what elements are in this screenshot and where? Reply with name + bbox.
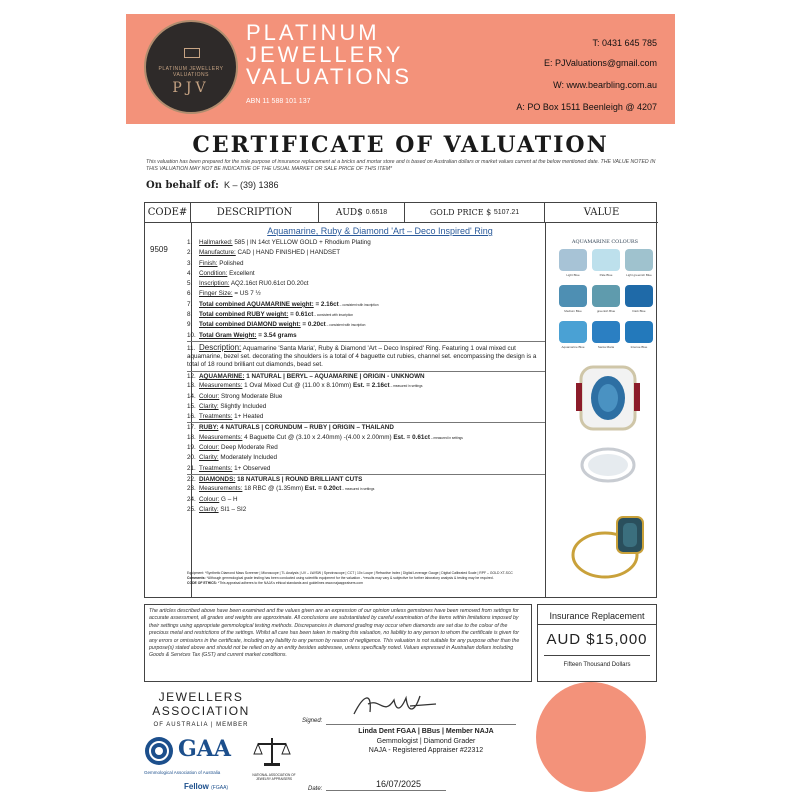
insurance-label: Insurance Replacement	[538, 611, 656, 625]
detail-row	[187, 505, 545, 515]
header-code: CODE#	[145, 203, 191, 223]
row-label	[199, 249, 236, 256]
row-label-text: Total Gram Weight:	[199, 331, 257, 339]
description-label: Description:	[199, 342, 242, 352]
swatch-title: AQUAMARINE COLOURS	[571, 239, 639, 245]
row-number: 13.	[187, 382, 196, 390]
row-value: 585 | IN 14ct YELLOW GOLD + Rhodium Plating	[232, 239, 371, 246]
row-label-text: Measurements:	[199, 485, 243, 493]
behalf-label: On behalf of:	[146, 180, 219, 191]
logo-tagline: PLATINUM JEWELLERY VALUATIONS	[158, 66, 224, 78]
detail-row	[187, 371, 545, 381]
row-label	[199, 485, 242, 492]
row-value: Polished	[217, 259, 244, 267]
row-label-text: Finish:	[199, 259, 218, 267]
row-label	[199, 476, 235, 483]
detail-row	[187, 422, 545, 432]
fellow-label: Fellow	[184, 782, 209, 791]
swatch-label: Aquamarine Blue	[561, 345, 585, 349]
aquamarine-swatch	[592, 249, 620, 271]
ring-side-view-image	[565, 507, 655, 587]
aquamarine-swatch	[625, 285, 653, 307]
comments-text: *Although gemmological grade testing has been conducted using scientific equipment for the valuation - *results may vary & subjective for further laboratory analysis & testing may be required.	[205, 576, 494, 580]
valuation-date: 16/07/2025	[376, 779, 422, 789]
signer-name: Linda Dent FGAA | BBus | Member NAJA	[358, 728, 494, 735]
ja-line-2: ASSOCIATION	[152, 704, 250, 718]
aquamarine-swatch	[559, 321, 587, 343]
row-number: 20.	[187, 454, 196, 462]
row-number: 15.	[187, 402, 196, 410]
row-number: 11.	[187, 344, 196, 352]
valuation-table	[144, 202, 657, 598]
detail-row	[187, 259, 545, 269]
row-value: 1 Oval Mixed Cut @ (11.00 x 8.10mm)	[242, 382, 353, 390]
row-number: 22.	[187, 475, 196, 483]
row-number: 16.	[187, 413, 196, 421]
row-label-text: DIAMONDS:	[199, 475, 236, 483]
row-label	[199, 403, 219, 410]
row-label	[199, 311, 288, 318]
detail-row	[187, 443, 545, 453]
contact-email[interactable]: E: PJValuations@gmail.com	[543, 58, 657, 68]
row-label-text: Hallmarked:	[199, 239, 233, 246]
row-number: 12.	[187, 372, 196, 380]
gaa-subtitle: Gemmological Association of Australia	[144, 770, 221, 775]
row-label-text: Finger Size:	[199, 290, 233, 298]
row-number: 3.	[187, 259, 193, 267]
jewellers-association-logo	[146, 690, 256, 732]
diamond-icon	[184, 48, 200, 58]
row-label	[199, 321, 301, 328]
row-number: 25.	[187, 505, 196, 513]
row-number: 19.	[187, 444, 196, 452]
row-label	[199, 382, 242, 389]
gaa-text: GAA	[178, 736, 231, 762]
row-value: Moderately Included	[218, 454, 278, 462]
signer-role-1: Gemmologist | Diamond Grader	[376, 738, 476, 745]
row-label-text: RUBY:	[199, 424, 219, 432]
row-number: 4.	[187, 269, 193, 277]
row-value: 1+ Observed	[232, 464, 271, 472]
ethics-text: *This appraisal adheres to the NAJA's ethical standards and guidelines www.najaappraisers.com	[216, 581, 363, 585]
row-value: 18 NATURALS | ROUND BRILLIANT CUTS	[235, 475, 363, 483]
row-number: 7.	[187, 300, 193, 308]
row-label-text: Clarity:	[199, 505, 219, 513]
row-number: 8.	[187, 311, 193, 319]
company-logo	[144, 20, 238, 114]
row-number: 24.	[187, 495, 196, 503]
certificate-page	[126, 14, 675, 792]
aquamarine-swatch	[592, 321, 620, 343]
row-note: – measured in settings	[429, 435, 463, 440]
gaa-fellow	[184, 782, 228, 791]
aquamarine-swatch	[625, 249, 653, 271]
row-label	[199, 239, 233, 246]
detail-row	[187, 453, 545, 463]
ethics-note	[187, 581, 545, 586]
comments-label: Comments:	[187, 576, 206, 580]
row-value: 1+ Heated	[232, 413, 264, 421]
signature-line	[326, 724, 516, 725]
row-number: 17.	[187, 424, 196, 432]
row-label	[199, 290, 233, 297]
row-label	[199, 332, 257, 339]
row-number: 1.	[187, 239, 193, 246]
detail-row	[187, 269, 545, 279]
row-label	[199, 465, 232, 472]
intro-statement: This valuation has been prepared for the sole purpose of insurance replacement at a bricks and mortar store and is based on Australian dollars or market values current at the below mentioned date. THE VALUE NOTED IN THIS VALUATION MAY NOT BE INDICATIVE OF THE USUAL MARKET OR SALE PRICE OF THIS ITEM*	[146, 159, 656, 172]
row-label-text: AQUAMARINE:	[199, 372, 245, 380]
swatch-label: Intense Blue	[630, 345, 648, 349]
signed-label: Signed:	[302, 718, 323, 724]
brand-line-3: VALUATIONS	[246, 64, 413, 89]
row-label	[199, 424, 218, 431]
row-value: 4 Baguette Cut @ (3.10 x 2.40mm) -(4.00 x 2.00mm)	[242, 433, 394, 441]
header-gold-price	[405, 203, 545, 223]
row-value: = 2.16ct	[313, 300, 339, 308]
row-number: 10.	[187, 331, 196, 339]
abn-number: ABN 11 588 101 137	[246, 98, 311, 105]
brand-line-2: JEWELLERY	[246, 42, 404, 67]
row-value: Deep Moderate Red	[219, 444, 278, 452]
scales-icon	[252, 734, 292, 768]
aquamarine-swatch	[625, 321, 653, 343]
description-row	[187, 341, 545, 371]
embossed-seal	[536, 682, 646, 792]
row-value: Slightly Included	[218, 402, 267, 410]
swatch-label: Pale Blue	[599, 273, 613, 277]
certificate-title: CERTIFICATE OF VALUATION	[192, 132, 609, 158]
detail-row	[187, 402, 545, 412]
aquamarine-swatch	[559, 249, 587, 271]
detail-row	[187, 248, 545, 258]
row-label	[199, 413, 232, 420]
row-value: SI1 – SI2	[218, 505, 247, 513]
row-note: – consistent with inscription	[325, 323, 366, 328]
naja-text: NATIONAL ASSOCIATION OF JEWELRY APPRAISERS	[252, 773, 296, 781]
row-estimate: Est. = 2.16ct	[352, 382, 390, 390]
row-label-text: Colour:	[199, 444, 220, 452]
row-number: 21.	[187, 464, 196, 472]
detail-row	[187, 300, 545, 310]
swatch-label: Light greenish Blue	[626, 273, 652, 277]
row-note: – measured in settings	[341, 487, 375, 492]
detail-row	[187, 412, 545, 422]
header-aud	[319, 203, 405, 223]
detail-row	[187, 495, 545, 505]
row-label-text: Manufacture:	[199, 249, 236, 257]
gold-value: 5107.21	[493, 209, 520, 216]
row-label	[199, 444, 219, 451]
row-label-text: Condition:	[199, 269, 228, 277]
row-estimate: Est. = 0.20ct	[304, 485, 342, 493]
swatch-label: Santa Maria	[597, 345, 615, 349]
handwritten-signature	[350, 690, 440, 720]
row-note: – consistent with inscription	[313, 313, 354, 318]
row-label-text: Inscription:	[199, 280, 230, 288]
row-value: = US 7 ½	[232, 290, 261, 298]
equipment-note: Equipment: *Synthetic Diamond Mass Screener | Microscope | TL Analysis | UV – LW/SW | Spectroscope | CCT | 10x Loupe | Refractive Index | Digital Leverage Gauge | Digital Calibrated Scale | RPF – GOLD XT-SCC	[187, 571, 513, 575]
detail-row	[187, 289, 545, 299]
ja-line-3: OF AUSTRALIA | MEMBER	[153, 722, 249, 728]
date-line	[326, 790, 446, 791]
row-number: 2.	[187, 249, 193, 257]
aquamarine-swatch	[592, 285, 620, 307]
row-label	[199, 280, 229, 287]
row-value: = 3.54 grams	[256, 331, 297, 339]
row-number: 14.	[187, 392, 196, 400]
swatch-label: Dark Blue	[632, 309, 646, 313]
contact-address: A: PO Box 1511 Beenleigh @ 4207	[516, 102, 657, 112]
detail-row	[187, 484, 545, 494]
row-value: 4 NATURALS | CORUNDUM – RUBY | ORIGIN – THAILAND	[218, 424, 394, 432]
description-text: Aquamarine 'Santa Maria', Ruby & Diamond 'Art – Deco Inspired' Ring. Featuring 1 oval mixed cut aquamarine, bezel set. decorating the shoulders is a total of 4 baguette cut rubies, channel set. encompassing the design is a total of 18 round brilliant cut diamonds, bead set.	[187, 344, 537, 368]
row-label-text: Treatments:	[199, 464, 233, 472]
aquamarine-swatch	[559, 285, 587, 307]
row-label	[199, 260, 218, 267]
row-label	[199, 506, 219, 513]
swatch-label: greenish Blue	[596, 309, 616, 313]
disclaimer-text: The articles described above have been examined and the values given are an expression of our opinion unless gemstones have been removed from settings for accurate assessment, all grades and weights are approximate. All conclusions are substantiated by careful examination of the items within limitations imposed by their settings using appropriate gemmological testing methods. Discrepancies in diamond grading may occur when diamonds are set due to the colour of the precious metal and restrictions of the settings. Whilst all care has been taken in making this valuation, no liability to any person to whom the certificate is given for any errors or omissions in the certificate, including any liability to any person by reason of negligence. This valuation is not suitable for any purpose other than the purpose(s) stated above and should not be relied on by an entity besides addressee, unless specifically noted. Values expressed in Australian dollars including Goods & Services Tax (GST) and current market conditions.	[144, 604, 532, 682]
row-number: 23.	[187, 485, 196, 493]
naja-logo	[252, 734, 296, 781]
footnotes	[187, 571, 545, 586]
fellow-sub: (FGAA)	[211, 785, 229, 791]
row-value: = 0.61ct	[288, 311, 314, 319]
contact-website[interactable]: W: www.bearbling.com.au	[553, 80, 657, 90]
row-label	[199, 270, 227, 277]
row-label-text: Clarity:	[199, 402, 219, 410]
row-label-text: Colour:	[199, 495, 220, 503]
row-label	[199, 393, 219, 400]
row-value: AQ2.16ct RU0.61ct D0.20ct	[229, 280, 309, 288]
contact-phone[interactable]: T: 0431 645 785	[592, 38, 657, 48]
insurance-box	[537, 604, 657, 682]
gold-label: GOLD PRICE $	[429, 208, 492, 217]
ring-top-view-image	[573, 361, 643, 435]
gaa-emblem-icon	[144, 736, 174, 766]
row-value: Excellent	[227, 269, 255, 277]
row-number: 9.	[187, 321, 193, 329]
signer-role-2: NAJA - Registered Appraiser #22312	[368, 747, 484, 754]
item-title: Aquamarine, Ruby & Diamond 'Art – Deco Inspired' Ring	[267, 226, 493, 236]
row-value: = 0.20ct	[300, 321, 326, 329]
insurance-amount: AUD $15,000	[546, 631, 648, 648]
row-label-text: Treatments:	[199, 413, 233, 421]
header-description: DESCRIPTION	[191, 203, 319, 223]
row-estimate: Est. = 0.61ct	[393, 433, 430, 441]
header-banner	[126, 14, 675, 124]
column-divider	[545, 223, 546, 598]
row-number: 5.	[187, 280, 193, 288]
detail-row	[187, 433, 545, 443]
detail-row	[187, 331, 545, 341]
row-number: 18.	[187, 433, 196, 441]
row-value: CAD | HAND FINISHED | HANDSET	[235, 249, 341, 257]
logo-monogram: PJV	[172, 80, 210, 96]
detail-row	[187, 310, 545, 320]
behalf-value: K – (39) 1386	[224, 180, 279, 190]
detail-row	[187, 392, 545, 402]
detail-row	[187, 381, 545, 391]
detail-row	[187, 474, 545, 484]
ja-line-1: JEWELLERS	[158, 690, 244, 704]
row-number: 6.	[187, 290, 193, 298]
detail-row	[187, 279, 545, 289]
row-label-text: Clarity:	[199, 454, 219, 462]
detail-row	[187, 238, 545, 248]
row-label-text: Total combined RUBY weight:	[199, 311, 289, 319]
item-details	[187, 238, 545, 515]
row-value: 18 RBC @ (1.35mm)	[242, 485, 305, 493]
row-note: – measured in settings	[389, 384, 423, 389]
row-label	[199, 454, 219, 461]
insurance-words: Fifteen Thousand Dollars	[544, 655, 650, 668]
lower-section	[144, 604, 657, 682]
ethics-label: CODE OF ETHICS:	[187, 581, 217, 585]
brand-name	[246, 22, 412, 88]
aud-label: AUD$	[335, 207, 363, 218]
date-label: Date:	[308, 786, 323, 792]
row-label	[199, 496, 219, 503]
row-value: G – H	[219, 495, 238, 503]
row-value: 1 NATURAL | BERYL – AQUAMARINE | ORIGIN - UNKNOWN	[244, 372, 425, 380]
swatch-label: Light Blue	[566, 273, 580, 277]
row-label-text: Colour:	[199, 392, 220, 400]
row-value: Strong Moderate Blue	[219, 392, 283, 400]
row-label	[199, 301, 314, 308]
row-label	[199, 434, 242, 441]
row-label	[199, 373, 244, 380]
detail-row	[187, 464, 545, 474]
brand-line-1: PLATINUM	[246, 20, 380, 45]
detail-row	[187, 320, 545, 330]
aud-value: 0.6518	[365, 209, 388, 216]
ring-profile-image	[573, 443, 643, 487]
row-label-text: Measurements:	[199, 433, 243, 441]
row-note: – consistent with inscription	[338, 302, 379, 307]
swatch-label: Medium Blue	[564, 309, 582, 313]
item-code: 9509	[150, 245, 168, 254]
row-label-text: Total combined DIAMOND weight:	[199, 321, 301, 329]
row-label-text: Total combined AQUAMARINE weight:	[199, 300, 314, 308]
header-value: VALUE	[545, 203, 658, 223]
row-label-text: Measurements:	[199, 382, 243, 390]
